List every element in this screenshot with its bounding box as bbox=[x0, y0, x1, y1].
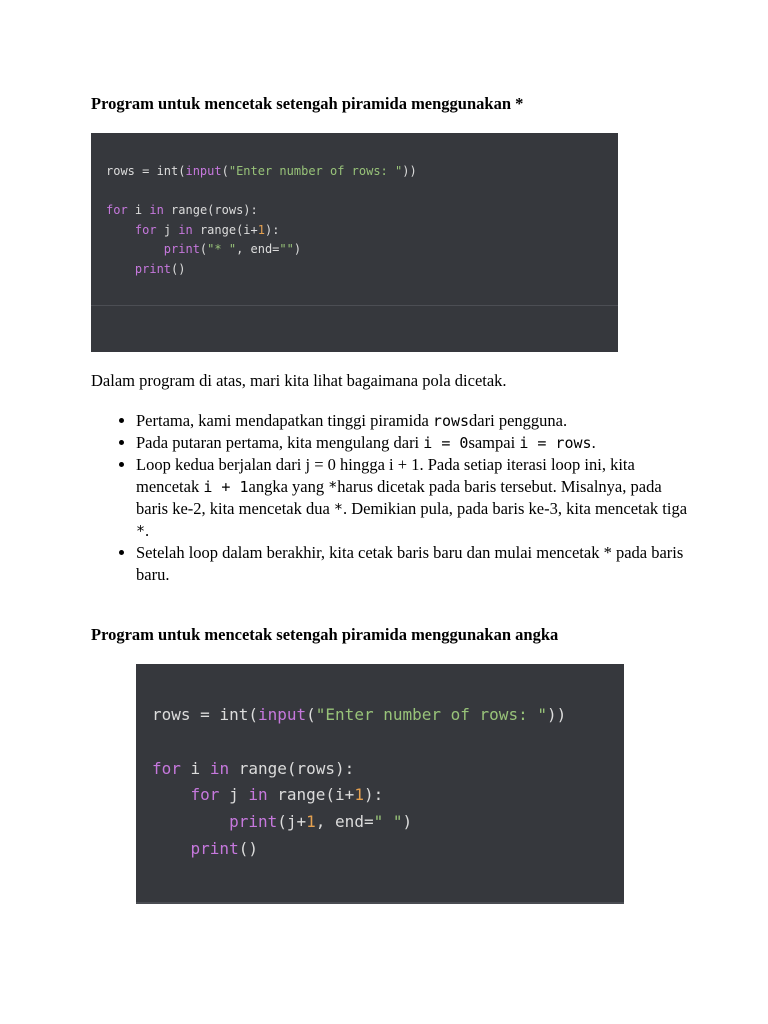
code-panel-divider bbox=[91, 305, 618, 306]
section-heading-star-pyramid: Program untuk mencetak setengah piramida menggunakan * bbox=[91, 94, 524, 113]
code-line-2: for i in range(rows): bbox=[106, 203, 258, 217]
code-line-3: for j in range(i+1): bbox=[190, 785, 384, 805]
code-block-number-pyramid bbox=[136, 664, 624, 904]
explanation-list bbox=[91, 410, 691, 586]
code-line-2: for i in range(rows): bbox=[152, 758, 355, 778]
code-content bbox=[152, 702, 566, 863]
list-item: • Setelah loop dalam berakhir, kita cetak baris baru dan mulai mencetak * pada baris baru. bbox=[136, 542, 691, 586]
code-line-1: rows = int(input("Enter number of rows: ")) bbox=[106, 164, 417, 178]
list-item: • Loop kedua berjalan dari j = 0 hingga i + 1. Pada setiap iterasi loop ini, kita mencetak i + 1angka yang *harus dicetak pada baris tersebut. Misalnya, pada baris ke-2, kita mencetak dua *. Demikian pula, pada baris ke-3, kita mencetak tiga *. bbox=[136, 454, 691, 542]
code-line-1: rows = int(input("Enter number of rows: ")) bbox=[152, 705, 567, 724]
code-blank-line bbox=[152, 729, 566, 756]
code-block-star-pyramid bbox=[91, 133, 618, 352]
list-item: • Pertama, kami mendapatkan tinggi piramida rowsdari pengguna. bbox=[136, 410, 691, 432]
intro-paragraph: Dalam program di atas, mari kita lihat bagaimana pola dicetak. bbox=[91, 371, 507, 390]
code-blank-line bbox=[106, 182, 417, 202]
code-panel-bottom-edge bbox=[136, 902, 624, 904]
code-line-5: print() bbox=[190, 838, 258, 858]
code-line-4: print("* ", end="") bbox=[163, 242, 302, 256]
code-line-5: print() bbox=[134, 261, 186, 276]
list-item: • Pada putaran pertama, kita mengulang dari i = 0sampai i = rows. bbox=[136, 432, 691, 454]
code-content bbox=[106, 162, 417, 279]
code-line-4: print(j+1, end=" ") bbox=[229, 812, 413, 832]
section-heading-number-pyramid: Program untuk mencetak setengah piramida menggunakan angka bbox=[91, 625, 559, 644]
code-line-3: for j in range(i+1): bbox=[134, 222, 280, 237]
